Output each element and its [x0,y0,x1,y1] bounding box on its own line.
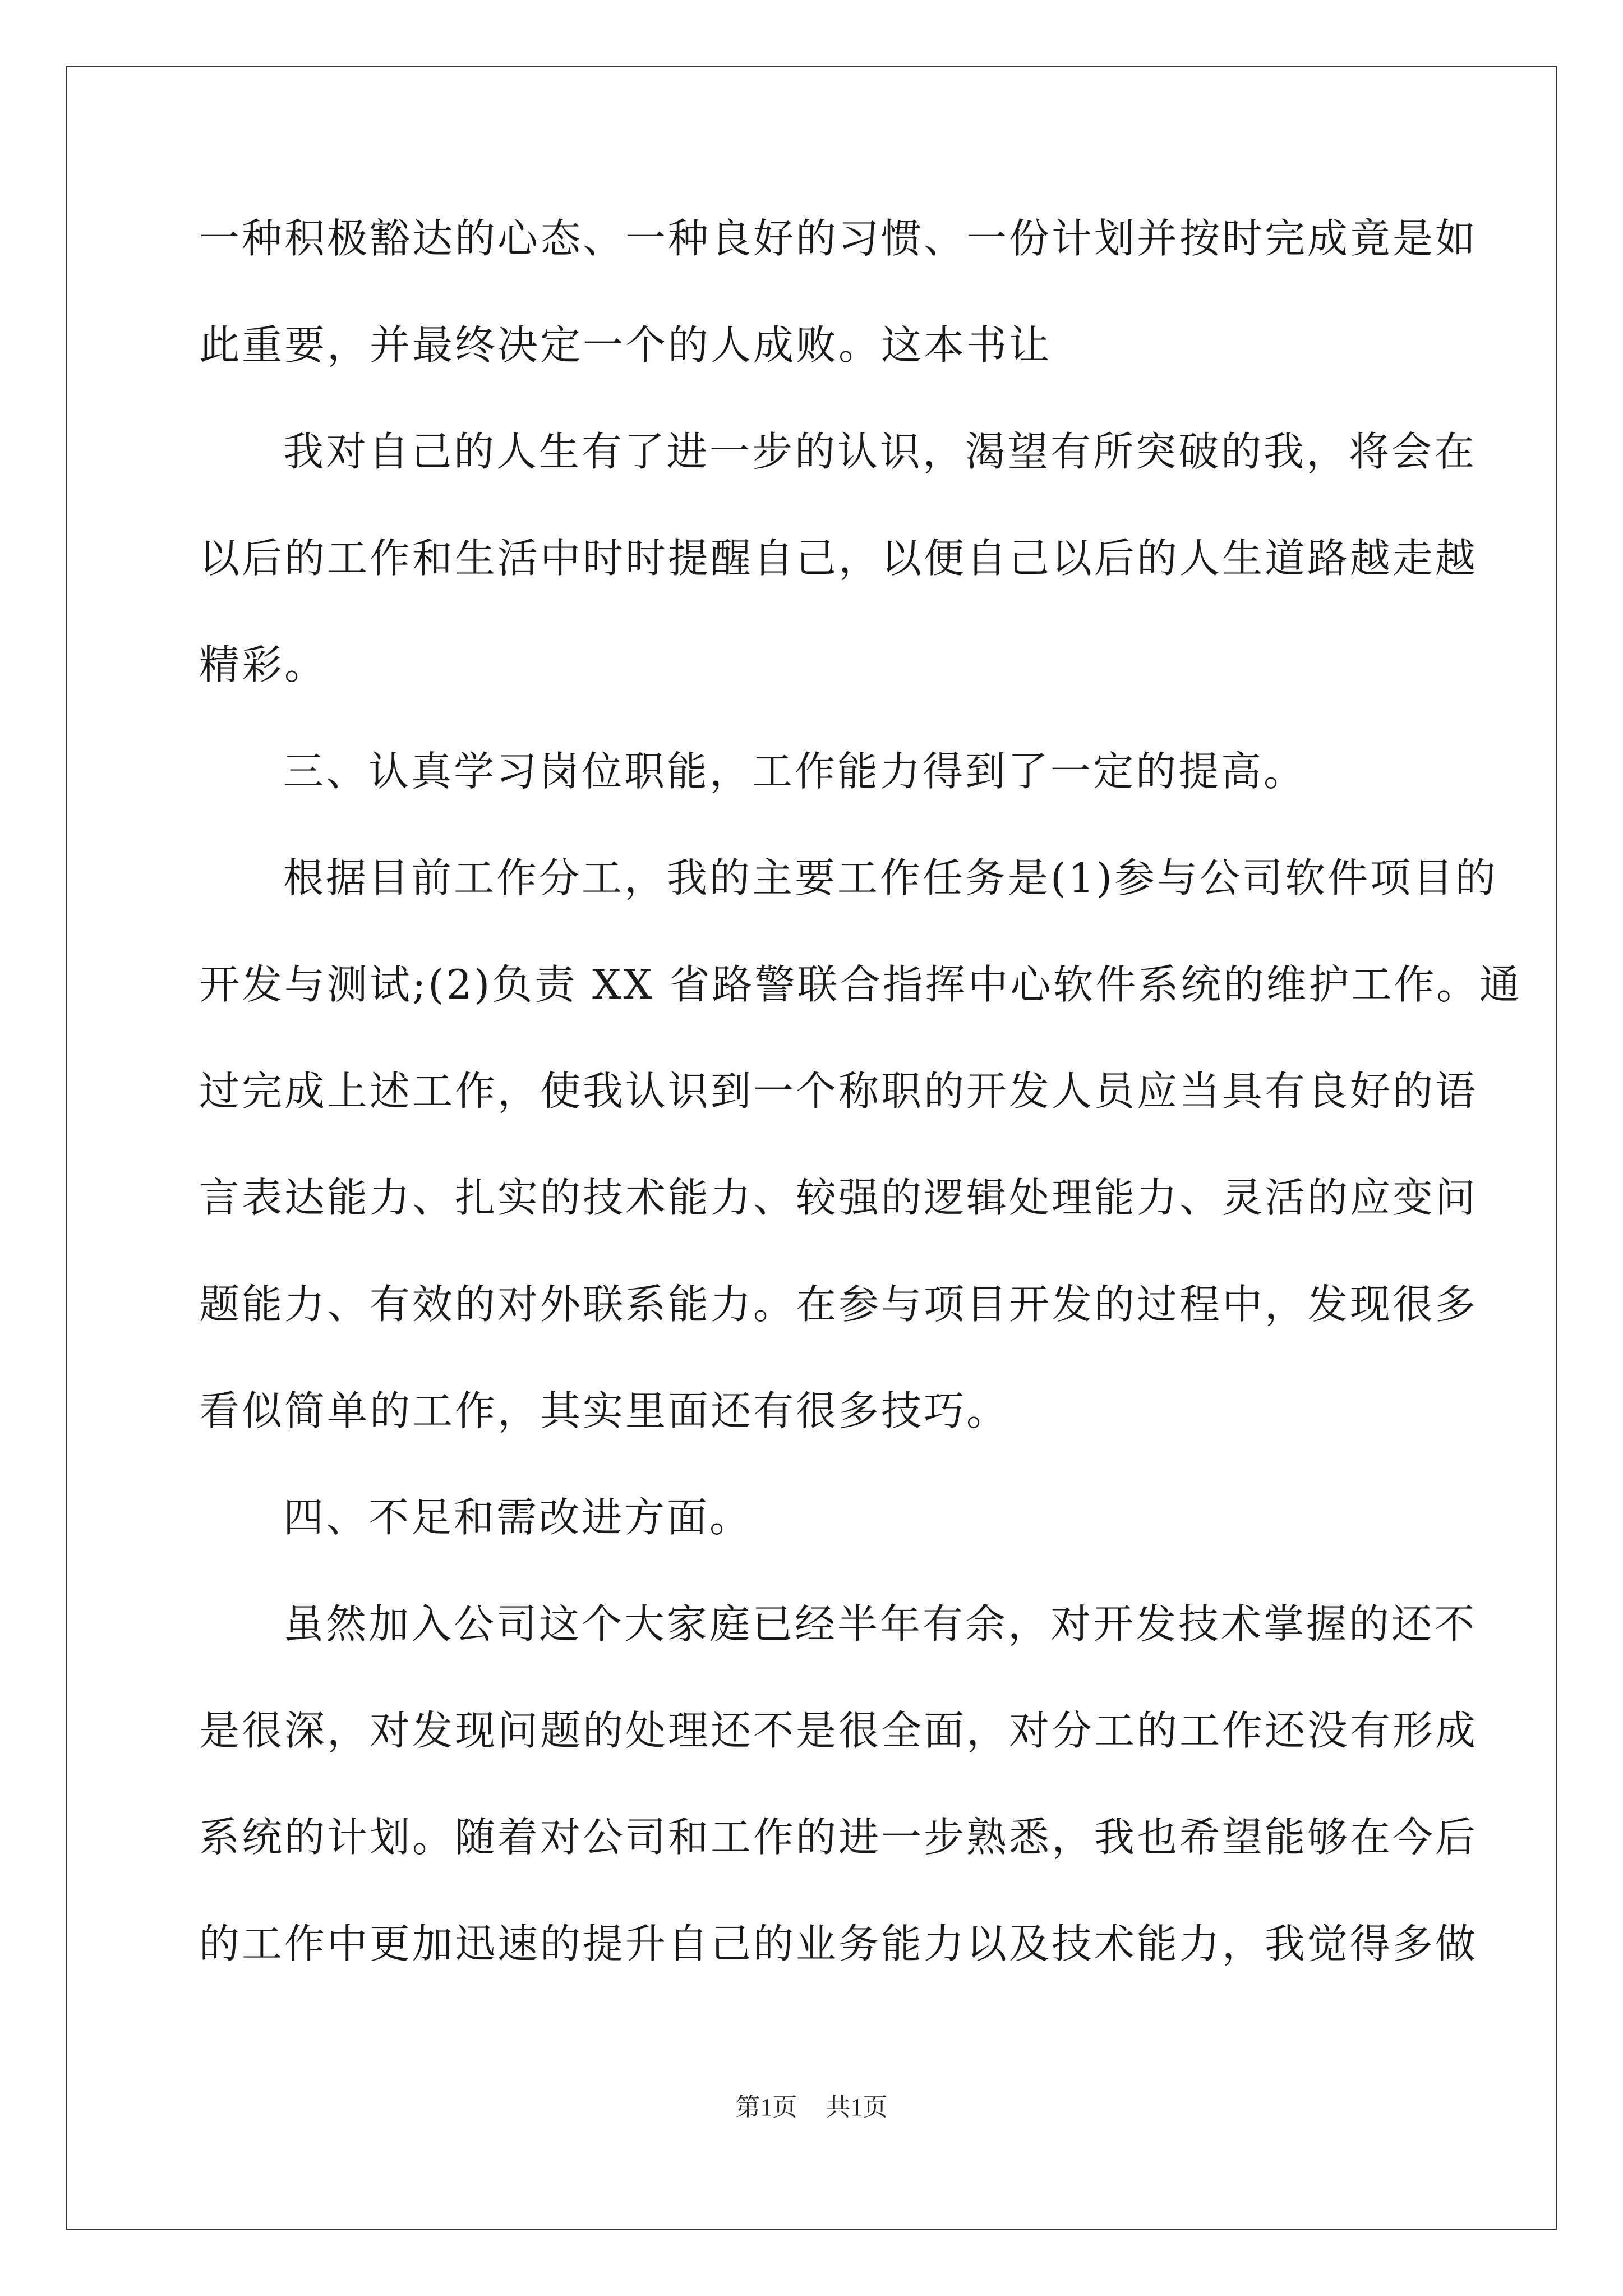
section-heading: 三、认真学习岗位职能，工作能力得到了一定的提高。 [283,748,1307,795]
text-line: 系统的计划。随着对公司和工作的进一步熟悉，我也希望能够在今后 [199,1814,1478,1861]
text-line: 开发与测试;(2)负责 XX 省路警联合指挥中心软件系统的维护工作。通 [199,961,1522,1008]
text-line: 的工作中更加迅速的提升自己的业务能力以及技术能力，我觉得多做 [199,1920,1478,1967]
text-line: 过完成上述工作，使我认识到一个称职的开发人员应当具有良好的语 [199,1068,1478,1115]
text-line: 精彩。 [199,641,328,688]
text-line: 题能力、有效的对外联系能力。在参与项目开发的过程中，发现很多 [199,1281,1478,1328]
page-total: 共1页 [826,2093,888,2121]
text-line: 言表达能力、扎实的技术能力、较强的逻辑处理能力、灵活的应变问 [199,1174,1478,1221]
text-line: 是很深，对发现问题的处理还不是很全面，对分工的工作还没有形成 [199,1707,1478,1754]
text-line: 一种积极豁达的心态、一种良好的习惯、一份计划并按时完成竟是如 [199,215,1478,262]
text-line: 此重要，并最终决定一个的人成败。这本书让 [199,321,1052,369]
text-line: 我对自己的人生有了进一步的认识，渴望有所突破的我，将会在 [283,428,1477,475]
section-heading: 四、不足和需改进方面。 [283,1494,753,1541]
page-footer [0,2087,1623,2123]
page-number: 第1页 [735,2093,797,2121]
text-line: 看似简单的工作，其实里面还有很多技巧。 [199,1387,1009,1434]
text-line: 根据目前工作分工，我的主要工作任务是(1)参与公司软件项目的 [283,854,1498,901]
text-line: 虽然加入公司这个大家庭已经半年有余，对开发技术掌握的还不 [283,1600,1477,1648]
page-border [66,66,1557,2230]
text-line: 以后的工作和生活中时时提醒自己，以便自己以后的人生道路越走越 [199,535,1478,582]
